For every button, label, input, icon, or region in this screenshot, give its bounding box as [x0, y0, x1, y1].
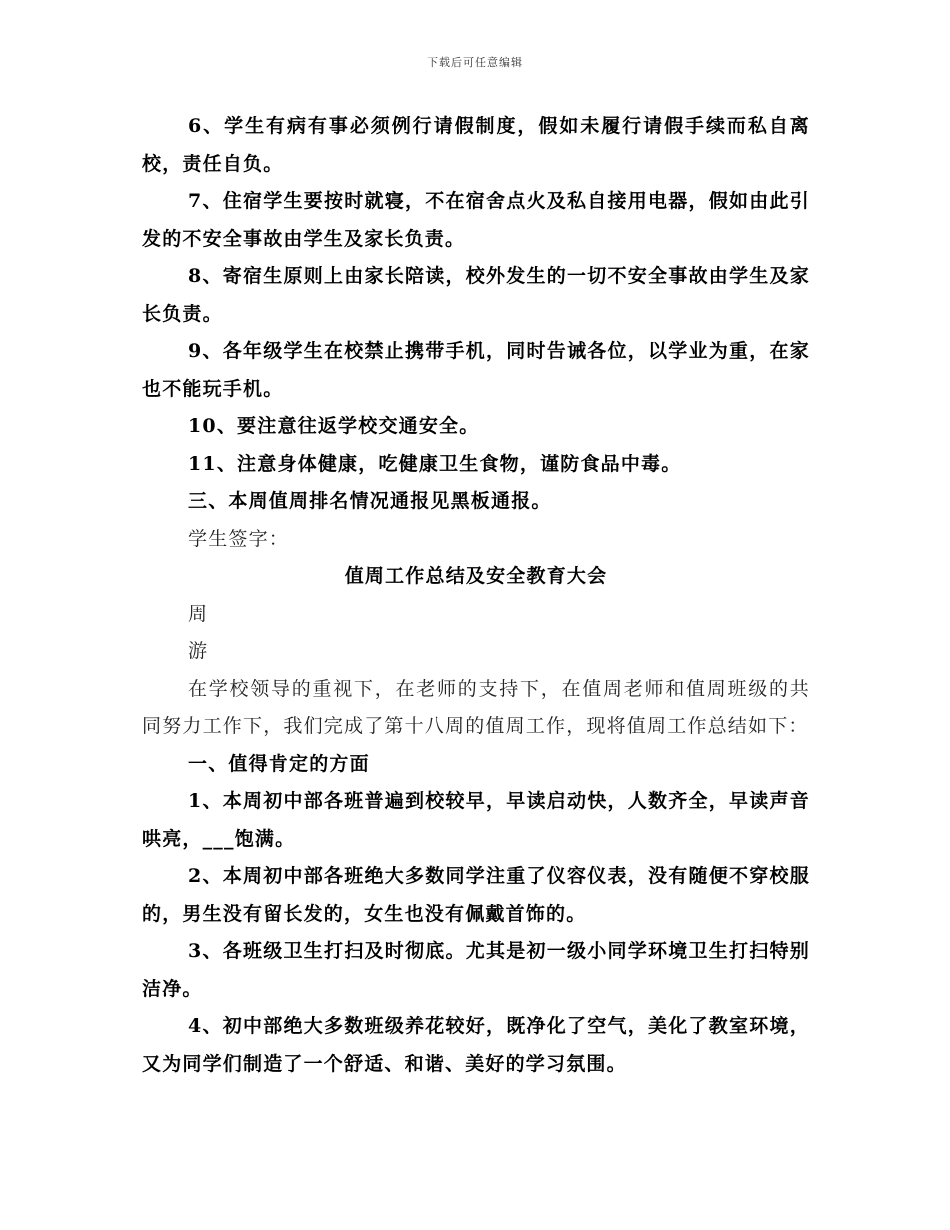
header-note: 下载后可任意编辑 — [427, 56, 523, 69]
section-three: 三、本周值周排名情况通报见黑板通报。 — [188, 490, 552, 512]
point-3: 3、各班级卫生打扫及时彻底。尤其是初一级小同学环境卫生打扫特别洁净。 — [142, 940, 810, 1000]
point-4: 4、初中部绝大多数班级养花较好，既净化了空气，美化了教室环境，又为同学们制造了一个舒适、和谐、美好的学习氛围。 — [142, 1015, 810, 1075]
document-title: 值周工作总结及安全教育大会 — [344, 565, 608, 587]
author-line-1: 周 — [188, 602, 209, 625]
intro-paragraph: 在学校领导的重视下，在老师的支持下，在值周老师和值周班级的共同努力工作下，我们完成了第十八周的值周工作，现将值周工作总结如下： — [142, 677, 810, 737]
section-one-heading: 一、值得肯定的方面 — [188, 752, 370, 775]
rule-7: 7、住宿学生要按时就寝，不在宿舍点火及私自接用电器，假如由此引发的不安全事故由学生及家长负责。 — [142, 190, 810, 250]
rule-11: 11、注意身体健康，吃健康卫生食物，谨防食品中毒。 — [188, 452, 682, 475]
author-line-2: 游 — [188, 640, 209, 662]
document-body — [142, 108, 810, 1083]
rule-6: 6、学生有病有事必须例行请假制度，假如未履行请假手续而私自离校，责任自负。 — [142, 115, 810, 175]
point-1: 1、本周初中部各班普遍到校较早，早读启动快，人数齐全，早读声音哄亮，___饱满。 — [142, 790, 810, 850]
point-2: 2、本周初中部各班绝大多数同学注重了仪容仪表，没有随便不穿校服的，男生没有留长发的，女生也没有佩戴首饰的。 — [142, 865, 810, 925]
rule-8: 8、寄宿生原则上由家长陪读，校外发生的一切不安全事故由学生及家长负责。 — [142, 265, 810, 325]
student-signature-label: 学生签字： — [188, 527, 290, 550]
rule-10: 10、要注意往返学校交通安全。 — [188, 415, 480, 437]
rule-9: 9、各年级学生在校禁止携带手机，同时告诫各位，以学业为重，在家也不能玩手机。 — [142, 340, 810, 400]
